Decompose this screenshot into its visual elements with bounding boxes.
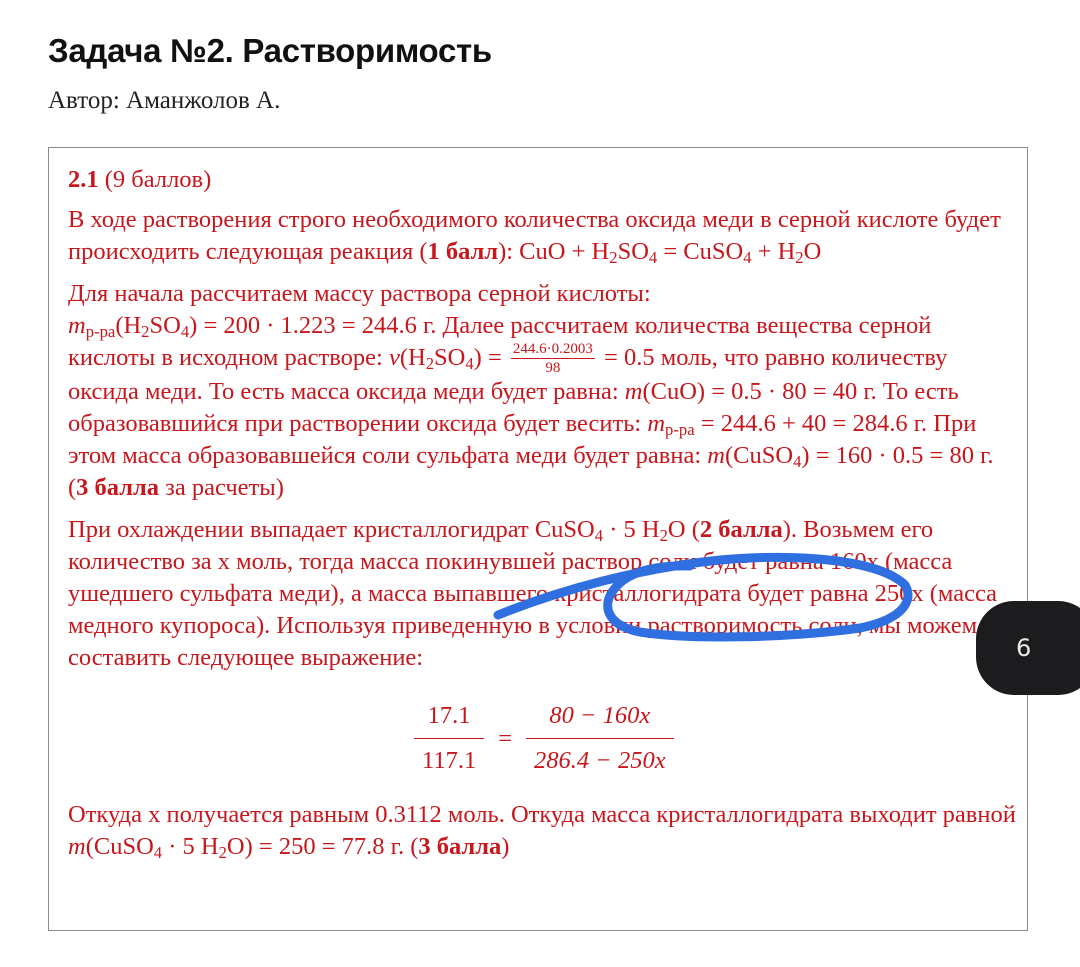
fraction-numerator: 17.1 [414,700,484,739]
subscript: р-ра [85,322,116,342]
author-line: Автор: Аманжолов А. [48,87,281,114]
subscript: 4 [180,322,190,342]
text: SO [434,344,466,371]
text: ). Возьмем его количество за x моль, тогда масса покинувшей раствор соли будет равна 160x (масса ушедшего сульфата меди), а масса выпавшего кристаллогидрата будет равна 250x (масса медного купороса). Используя приведенную в условии растворимость соли, мы можем составить следующее выражение: [68,516,998,672]
subscript: 4 [465,354,474,374]
bold-points: 2 балла [699,516,783,544]
text: (CuSO [85,833,154,861]
paragraph-crystallization [68,514,1018,674]
page-number-badge[interactable] [976,601,1080,695]
text: SO [149,312,181,339]
subscript: 4 [594,526,604,546]
text: (H [399,344,426,371]
text: Откуда x получается равным [68,801,376,829]
subscript: 2 [141,322,150,342]
subscript: 4 [743,248,752,268]
math-var: m [707,442,725,470]
subscript: 4 [648,248,658,268]
text: (CuSO [725,442,794,470]
bold-points: 1 балл [427,238,499,265]
text: ) = [473,344,508,371]
text: В ходе растворения строго необходимого количества оксида меди в серной кислоте будет происходить следующая реакция ( [68,206,1001,265]
equation-lhs [414,700,484,777]
text: (H [115,312,142,339]
text: моль, что равно количеству оксида меди. То есть масса оксида меди будет равна: [68,344,948,406]
text: ) = 200 · 1.223 = 244.6 [189,312,417,339]
math-var: m [68,833,86,861]
section-number: 2.1 [68,166,99,193]
fraction-numerator: 244.6·0.2003 [512,341,593,358]
equals-sign: = [498,724,513,752]
text: г. То есть образовавшийся при растворении оксида будет весить: [68,378,959,438]
paragraph-reaction [68,204,1018,268]
text: = 0.5 [597,344,655,371]
subscript: 2 [425,354,435,374]
page-title: Задача №2. Растворимость [48,32,492,69]
text: г. ( [68,442,994,502]
subscript: 2 [609,248,618,268]
text: Для начала рассчитаем массу раствора серной кислоты: [68,280,651,307]
text: ): CuO + H [498,238,610,265]
text: При охлаждении выпадает кристаллогидрат CuSO [68,516,595,544]
math-var: m [647,410,666,438]
bold-points: 3 балла [418,833,502,861]
bold-points: 3 балла [76,474,160,502]
fraction-denominator: 117.1 [422,747,477,775]
text: = 244.6 + 40 = 284.6 [694,410,908,438]
text: O [803,238,822,265]
equation-rhs [526,700,674,777]
text: · 5 H [603,516,660,544]
subscript: 2 [795,248,804,268]
subscript: р-ра [665,420,695,440]
math-var: m [624,378,643,406]
text: SO [617,238,649,265]
subscript: 4 [793,452,802,472]
math-var: ν [388,344,400,371]
fraction-numerator: 80 − 160x [526,700,674,739]
text: 0.3112 [375,801,442,829]
subscript: 2 [218,843,227,863]
text: г. Далее рассчитаем количества вещества серной кислоты в исходном растворе: [68,312,932,371]
inline-fraction [511,342,595,376]
fraction-denominator: 286.4 − 250x [534,747,666,775]
text: · 5 H [162,833,219,861]
text: моль. Откуда масса кристаллогидрата выходит равной [441,801,1016,829]
section-points: (9 баллов) [104,166,212,193]
section-header [68,164,1018,196]
paragraph-calculation [68,278,1018,504]
text: = CuSO [657,238,744,265]
solution-content [68,164,1018,873]
text: г. При этом масса образовавшейся соли сульфата меди будет равна: [68,410,977,470]
text: ) [501,833,510,861]
fraction-denominator: 98 [545,360,561,377]
subscript: 4 [153,843,163,863]
paragraph-result [68,799,1018,863]
text: (CuO) = 0.5 · 80 = 40 [642,378,858,406]
text: O ( [667,516,700,544]
solubility-equation [414,700,1018,777]
math-var: m [68,312,86,339]
text: ) = 160 · 0.5 = 80 [801,442,974,470]
text: за расчеты) [159,474,284,502]
page-number: 6 [1016,634,1032,662]
text: O) = 250 = 77.8 [226,833,385,861]
text: г. ( [384,833,419,861]
subscript: 2 [659,526,668,546]
text: + H [751,238,796,265]
